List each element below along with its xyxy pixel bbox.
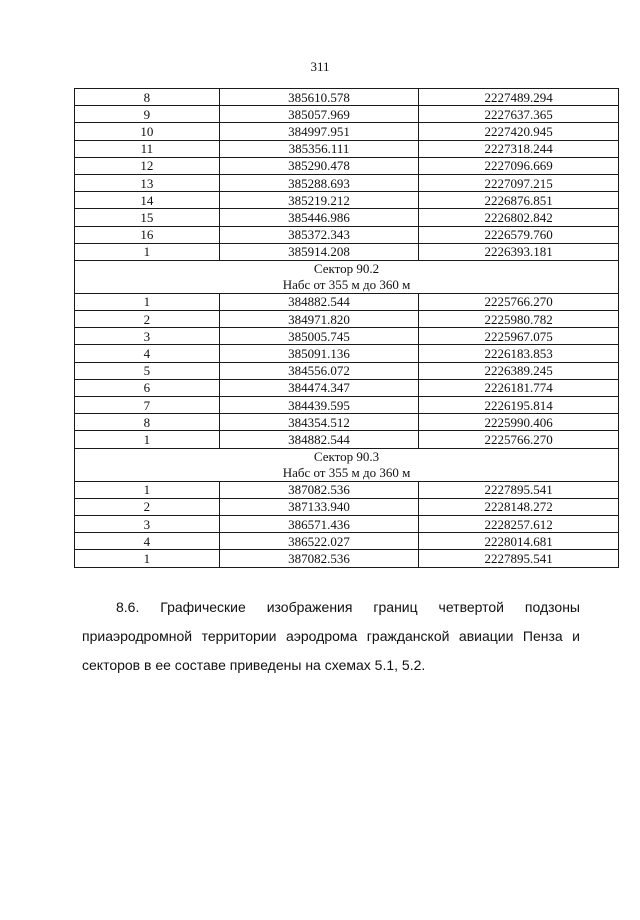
x-coordinate-cell: 384474.347 bbox=[219, 379, 419, 396]
x-coordinate-cell: 384971.820 bbox=[219, 311, 419, 328]
point-number-cell: 16 bbox=[75, 226, 220, 243]
y-coordinate-cell: 2226579.760 bbox=[419, 226, 619, 243]
point-number-cell: 10 bbox=[75, 123, 220, 140]
table-row bbox=[75, 174, 619, 191]
table-row bbox=[75, 106, 619, 123]
table-row bbox=[75, 379, 619, 396]
table-row bbox=[75, 243, 619, 260]
coordinates-table bbox=[74, 88, 619, 568]
table-row bbox=[75, 533, 619, 550]
table-row bbox=[75, 481, 619, 498]
point-number-cell: 4 bbox=[75, 345, 220, 362]
y-coordinate-cell: 2228257.612 bbox=[419, 515, 619, 532]
y-coordinate-cell: 2225980.782 bbox=[419, 311, 619, 328]
table-row bbox=[75, 123, 619, 140]
x-coordinate-cell: 385446.986 bbox=[219, 209, 419, 226]
y-coordinate-cell: 2228148.272 bbox=[419, 498, 619, 515]
table-row bbox=[75, 140, 619, 157]
point-number-cell: 5 bbox=[75, 362, 220, 379]
y-coordinate-cell: 2227096.669 bbox=[419, 157, 619, 174]
x-coordinate-cell: 387082.536 bbox=[219, 481, 419, 498]
y-coordinate-cell: 2226195.814 bbox=[419, 397, 619, 414]
point-number-cell: 7 bbox=[75, 397, 220, 414]
sector-header-row bbox=[75, 448, 619, 481]
x-coordinate-cell: 387082.536 bbox=[219, 550, 419, 567]
point-number-cell: 11 bbox=[75, 140, 220, 157]
x-coordinate-cell: 385610.578 bbox=[219, 89, 419, 106]
x-coordinate-cell: 384997.951 bbox=[219, 123, 419, 140]
y-coordinate-cell: 2227420.945 bbox=[419, 123, 619, 140]
y-coordinate-cell: 2226393.181 bbox=[419, 243, 619, 260]
x-coordinate-cell: 384882.544 bbox=[219, 293, 419, 310]
point-number-cell: 4 bbox=[75, 533, 220, 550]
x-coordinate-cell: 384882.544 bbox=[219, 431, 419, 448]
x-coordinate-cell: 384354.512 bbox=[219, 414, 419, 431]
point-number-cell: 6 bbox=[75, 379, 220, 396]
point-number-cell: 3 bbox=[75, 328, 220, 345]
point-number-cell: 9 bbox=[75, 106, 220, 123]
point-number-cell: 2 bbox=[75, 311, 220, 328]
point-number-cell: 1 bbox=[75, 243, 220, 260]
table-row bbox=[75, 293, 619, 310]
table-row bbox=[75, 328, 619, 345]
sector-height-range: Набс от 355 м до 360 м bbox=[282, 464, 411, 480]
y-coordinate-cell: 2228014.681 bbox=[419, 533, 619, 550]
section-paragraph: 8.6. Графические изображения границ четвертой подзоны приаэродромной территории аэродрома гражданской авиации Пенза и секторов в ее составе приведены на схемах 5.1, 5.2. bbox=[82, 599, 580, 673]
y-coordinate-cell: 2227489.294 bbox=[419, 89, 619, 106]
sector-header bbox=[75, 448, 619, 481]
point-number-cell: 3 bbox=[75, 515, 220, 532]
y-coordinate-cell: 2226389.245 bbox=[419, 362, 619, 379]
point-number-cell: 14 bbox=[75, 192, 220, 209]
sector-title: Сектор 90.2 bbox=[313, 260, 380, 276]
table-row bbox=[75, 209, 619, 226]
y-coordinate-cell: 2226183.853 bbox=[419, 345, 619, 362]
point-number-cell: 1 bbox=[75, 431, 220, 448]
table-row bbox=[75, 192, 619, 209]
table-row bbox=[75, 498, 619, 515]
sector-header bbox=[75, 260, 619, 293]
table-row bbox=[75, 362, 619, 379]
table-row bbox=[75, 311, 619, 328]
x-coordinate-cell: 385005.745 bbox=[219, 328, 419, 345]
point-number-cell: 12 bbox=[75, 157, 220, 174]
y-coordinate-cell: 2226181.774 bbox=[419, 379, 619, 396]
x-coordinate-cell: 385057.969 bbox=[219, 106, 419, 123]
point-number-cell: 8 bbox=[75, 414, 220, 431]
table-row bbox=[75, 550, 619, 567]
y-coordinate-cell: 2226802.842 bbox=[419, 209, 619, 226]
point-number-cell: 2 bbox=[75, 498, 220, 515]
table-row bbox=[75, 345, 619, 362]
y-coordinate-cell: 2226876.851 bbox=[419, 192, 619, 209]
x-coordinate-cell: 385356.111 bbox=[219, 140, 419, 157]
table-row bbox=[75, 226, 619, 243]
sector-header-row bbox=[75, 260, 619, 293]
point-number-cell: 1 bbox=[75, 550, 220, 567]
x-coordinate-cell: 386522.027 bbox=[219, 533, 419, 550]
table-row bbox=[75, 515, 619, 532]
x-coordinate-cell: 385091.136 bbox=[219, 345, 419, 362]
table-row bbox=[75, 397, 619, 414]
page-number: 311 bbox=[310, 59, 330, 74]
y-coordinate-cell: 2227318.244 bbox=[419, 140, 619, 157]
x-coordinate-cell: 384556.072 bbox=[219, 362, 419, 379]
y-coordinate-cell: 2225766.270 bbox=[419, 431, 619, 448]
sector-height-range: Набс от 355 м до 360 м bbox=[282, 276, 411, 292]
y-coordinate-cell: 2225990.406 bbox=[419, 414, 619, 431]
x-coordinate-cell: 385372.343 bbox=[219, 226, 419, 243]
y-coordinate-cell: 2225766.270 bbox=[419, 293, 619, 310]
table-row bbox=[75, 414, 619, 431]
point-number-cell: 8 bbox=[75, 89, 220, 106]
x-coordinate-cell: 385288.693 bbox=[219, 174, 419, 191]
sector-title: Сектор 90.3 bbox=[313, 448, 380, 464]
y-coordinate-cell: 2227097.215 bbox=[419, 174, 619, 191]
point-number-cell: 13 bbox=[75, 174, 220, 191]
x-coordinate-cell: 387133.940 bbox=[219, 498, 419, 515]
x-coordinate-cell: 385914.208 bbox=[219, 243, 419, 260]
y-coordinate-cell: 2227895.541 bbox=[419, 550, 619, 567]
y-coordinate-cell: 2227637.365 bbox=[419, 106, 619, 123]
y-coordinate-cell: 2225967.075 bbox=[419, 328, 619, 345]
x-coordinate-cell: 384439.595 bbox=[219, 397, 419, 414]
point-number-cell: 15 bbox=[75, 209, 220, 226]
x-coordinate-cell: 385219.212 bbox=[219, 192, 419, 209]
y-coordinate-cell: 2227895.541 bbox=[419, 481, 619, 498]
table-row bbox=[75, 157, 619, 174]
point-number-cell: 1 bbox=[75, 481, 220, 498]
x-coordinate-cell: 386571.436 bbox=[219, 515, 419, 532]
table-row bbox=[75, 89, 619, 106]
table-row bbox=[75, 431, 619, 448]
point-number-cell: 1 bbox=[75, 293, 220, 310]
x-coordinate-cell: 385290.478 bbox=[219, 157, 419, 174]
